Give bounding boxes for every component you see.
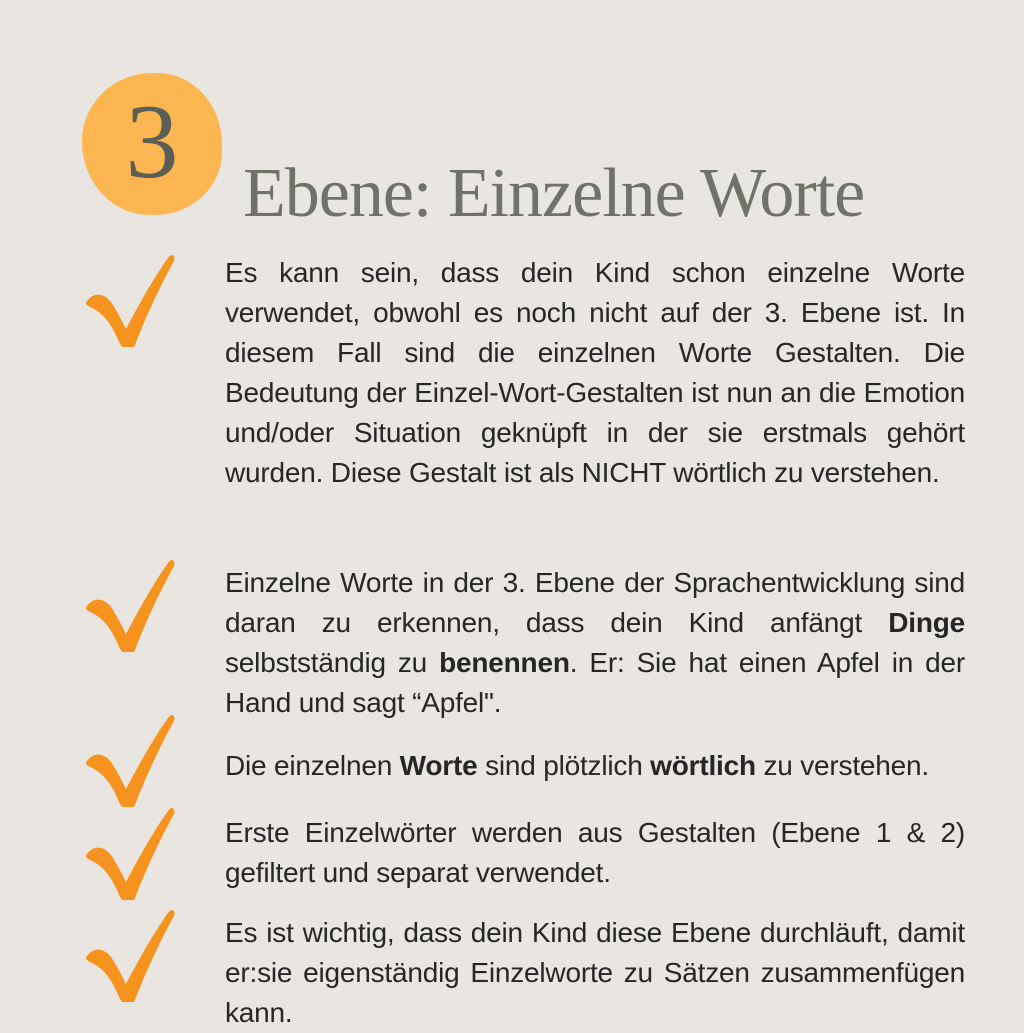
level-number-badge: [82, 73, 222, 215]
checkmark-icon: [85, 908, 177, 1002]
paragraph-text: Die einzelnen Worte sind plötzlich wörtlich zu verstehen.: [225, 750, 929, 781]
checkmark-icon: [85, 806, 177, 900]
checkmark-icon: [85, 713, 177, 807]
checkmark-icon: [85, 253, 177, 347]
checkmark-icon: [85, 558, 177, 652]
paragraph-text: Es ist wichtig, dass dein Kind diese Ebene durchläuft, damit er:sie eigenständig Einzelworte zu Sätzen zusammenfügen kann.: [225, 917, 965, 1028]
page-title: Ebene: Einzelne Worte: [243, 154, 865, 232]
paragraph-text: Einzelne Worte in der 3. Ebene der Sprachentwicklung sind daran zu erkennen, dass dein Kind anfängt Dinge selbstständig zu benennen. Er: Sie hat einen Apfel in der Hand und sagt “Apfel".: [225, 567, 965, 718]
paragraph-text: Erste Einzelwörter werden aus Gestalten (Ebene 1 & 2) gefiltert und separat verwendet.: [225, 817, 965, 888]
paragraph-text: Es kann sein, dass dein Kind schon einzelne Worte verwendet, obwohl es noch nicht auf der 3. Ebene ist. In diesem Fall sind die einzelnen Worte Gestalten. Die Bedeutung der Einzel-Wort-Gestalten ist nun an die Emotion und/oder Situation geknüpft in der sie erstmals gehört wurden. Diese Gestalt ist als NICHT wörtlich zu verstehen.: [225, 257, 965, 488]
level-number: 3: [125, 83, 179, 200]
